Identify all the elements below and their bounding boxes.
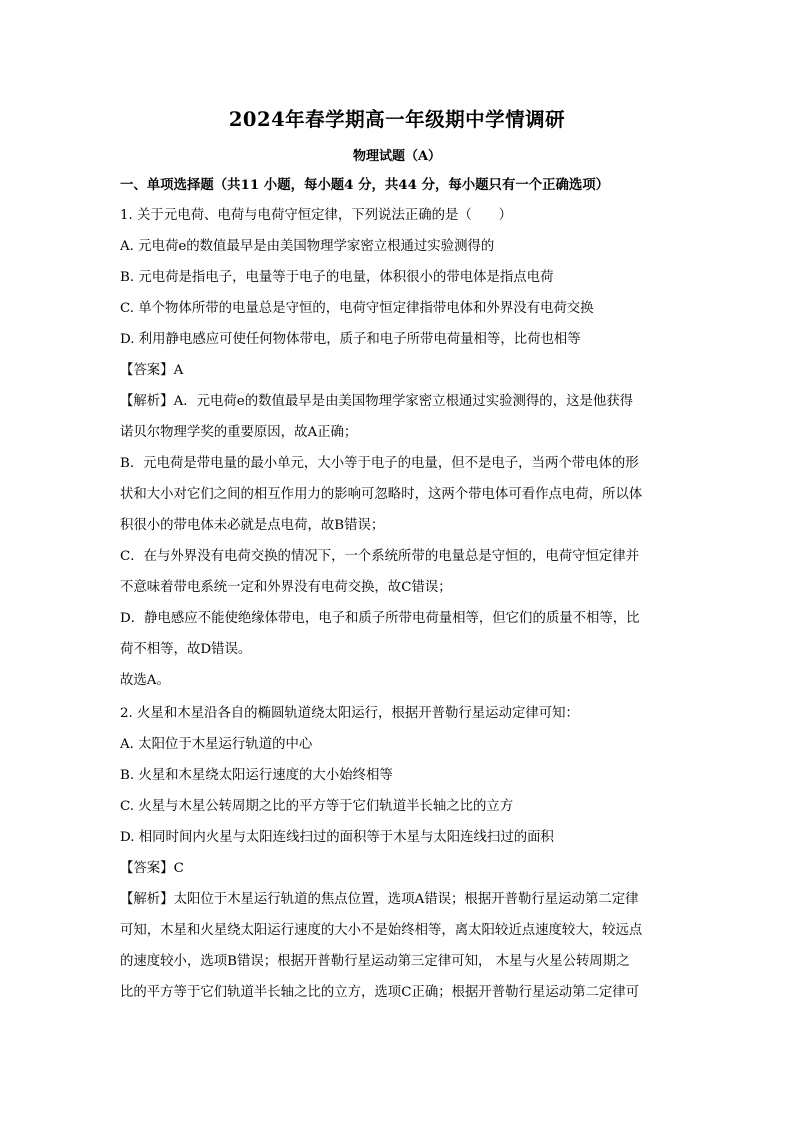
- q1-stem: 1. 关于元电荷、电荷与电荷守恒定律，下列说法正确的是（ ）: [120, 208, 512, 223]
- q2-option-b: B. 火星和木星绕太阳运行速度的大小始终相等: [120, 768, 393, 783]
- q1-analysis-line: 积很小的带电体未必就是点电荷，故B错误；: [120, 518, 385, 533]
- q1-analysis-line: 诺贝尔物理学奖的重要原因，故A正确；: [120, 425, 358, 440]
- answer-value: C: [173, 861, 184, 876]
- answer-tag: 【答案】: [120, 363, 174, 378]
- q2-option-a: A. 太阳位于木星运行轨道的中心: [120, 737, 313, 752]
- analysis-tag: 【解析】: [120, 394, 174, 409]
- analysis-text: A．元电荷e的数值最早是由美国物理学家密立根通过实验测得的，这是他获得: [173, 394, 634, 409]
- q1-answer: [120, 361, 680, 381]
- page-title: 2024年春学期高一年级期中学情调研: [228, 108, 566, 131]
- q1-analysis-line: C．在与外界没有电荷交换的情况下，一个系统所带的电量总是守恒的，电荷守恒定律并: [120, 549, 640, 564]
- q1-analysis-line: B．元电荷是带电量的最小单元，大小等于电子的电量，但不是电子，当两个带电体的形: [120, 456, 639, 471]
- q1-option-d: D. 利用静电感应可使任何物体带电，质子和电子所带电荷量相等，比荷也相等: [120, 332, 581, 347]
- page-subtitle: 物理试题（A）: [352, 149, 442, 164]
- q2-analysis-line: 可知，木星和火星绕太阳运行速度的大小不是始终相等，离太阳较近点速度较大，较远点: [120, 923, 643, 938]
- analysis-text: 太阳位于木星运行轨道的焦点位置，选项A错误；根据开普勒行星运动第二定律: [173, 892, 639, 907]
- q2-option-c: C. 火星与木星公转周期之比的平方等于它们轨道半长轴之比的立方: [120, 799, 514, 814]
- answer-tag: 【答案】: [120, 861, 174, 876]
- q1-analysis-line: 荷不相等，故D错误。: [120, 642, 252, 657]
- analysis-tag: 【解析】: [120, 892, 174, 907]
- answer-value: A: [173, 363, 184, 378]
- q1-analysis-line: 不意味着带电系统一定和外界没有电荷交换，故C错误；: [120, 580, 452, 595]
- q1-analysis-line: 状和大小对它们之间的相互作用力的影响可忽略时，这两个带电体可看作点电荷，所以体: [120, 487, 643, 502]
- q2-stem: 2. 火星和木星沿各自的椭圆轨道绕太阳运行，根据开普勒行星运动定律可知：: [120, 706, 579, 721]
- section-heading: 一、单项选择题（共11 小题，每小题4 分，共44 分，每小题只有一个正确选项）: [120, 177, 610, 193]
- q1-analysis-line: [120, 392, 680, 412]
- q1-option-c: C. 单个物体所带的电量总是守恒的，电荷守恒定律指带电体和外界没有电荷交换: [120, 301, 594, 316]
- q2-analysis-line: 比的平方等于它们轨道半长轴之比的立方，选项C正确；根据开普勒行星运动第二定律可: [120, 985, 640, 1000]
- q1-analysis-line: D．静电感应不能使绝缘体带电，电子和质子所带电荷量相等，但它们的质量不相等，比: [120, 611, 640, 626]
- q2-analysis-line: 的速度较小，选项B错误；根据开普勒行星运动第三定律可知， 木星与火星公转周期之: [120, 954, 630, 969]
- q2-answer: [120, 859, 680, 879]
- q1-option-a: A. 元电荷e的数值最早是由美国物理学家密立根通过实验测得的: [120, 239, 495, 254]
- q1-analysis-line: 故选A。: [120, 673, 170, 688]
- q2-analysis-line: [120, 890, 680, 910]
- q1-option-b: B. 元电荷是指电子，电量等于电子的电量，体积很小的带电体是指点电荷: [120, 270, 554, 285]
- q2-option-d: D. 相同时间内火星与太阳连线扫过的面积等于木星与太阳连线扫过的面积: [120, 830, 554, 845]
